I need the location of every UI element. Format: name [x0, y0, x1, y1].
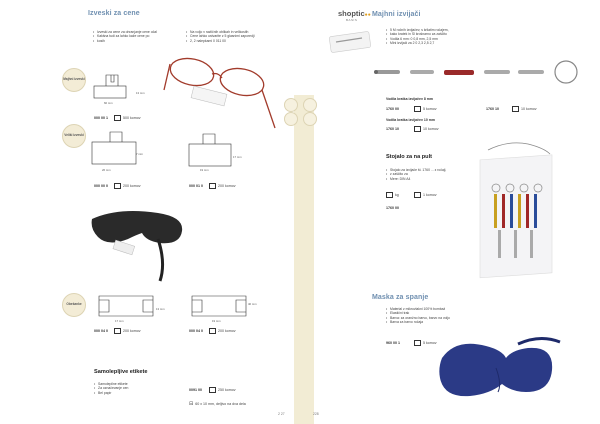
logo-mark-icon: ●● — [364, 12, 371, 18]
dim-26mm: 26 mm — [102, 168, 111, 172]
left-bullets-2: • Na voljo v različnih oblikah in velikostih • Cene lahko ustvarite z 5 glasnimi zaporedji • 2, 2 nalepkami 0 011 00 — [186, 30, 286, 43]
qty-row3b: 200 komov — [209, 328, 236, 334]
stand-qty: 1 komov — [414, 192, 437, 198]
box-icon — [209, 183, 216, 189]
stand-weight: kg — [386, 192, 399, 198]
dim-7mm: 7 mm — [136, 152, 143, 156]
hang-tag-drawing-b — [188, 290, 253, 320]
code-screw-1: 1760 00 — [386, 107, 399, 111]
box-icon — [114, 183, 121, 189]
dim-60mm: 60 mm — [104, 101, 113, 105]
spine-dot-4 — [303, 112, 317, 126]
stickers-qty: 250 komov — [209, 387, 236, 393]
set-label-1: Vodila kratka izvijačev 8 mm — [386, 97, 434, 101]
stickers-size: ⊟ 60 x 10 mm, deljivo na dva dela — [189, 401, 246, 407]
right-page-number: 228 — [313, 412, 319, 416]
spine-dot-2 — [303, 98, 317, 112]
qty-screw-1: 5 komov — [414, 106, 437, 112]
weight-icon — [386, 192, 393, 198]
right-title: Majhni izvijači — [372, 11, 421, 18]
stand-title: Stojalo za na pult — [386, 154, 432, 160]
dim-hang-b-w: 19 mm — [212, 319, 221, 323]
code-screw-3: 1760 10 — [386, 127, 399, 131]
box-icon — [209, 387, 216, 393]
box-icon — [114, 115, 121, 121]
side-label-large: Veliki izveski — [62, 124, 86, 148]
mask-bullets: • Material z mikrovlakni 100% bombaž • Elastični trak • Barva: za oranžno barvo, barvo na voljo • Barva za barvo ročaja — [386, 307, 486, 324]
box-icon — [414, 106, 421, 112]
code-row1: 000 00 1 — [94, 116, 108, 120]
stickers-title: Samolepljive etikete — [94, 369, 148, 375]
box-icon — [414, 340, 421, 346]
box-icon — [114, 328, 121, 334]
code-row3a: 000 04 0 — [94, 329, 108, 333]
dim-13mm: 13 mm — [136, 91, 145, 95]
mask-title: Maska za spanje — [372, 294, 429, 301]
qty-screw-2: 10 komov — [512, 106, 537, 112]
qty-row1: 500 komov — [114, 115, 141, 121]
dim-hang-b: 40 mm — [248, 302, 257, 306]
screwdriver-pouch-image — [328, 30, 374, 54]
spine-dot-3 — [284, 112, 298, 126]
side-label-small: Majhni izveski — [62, 68, 86, 92]
left-title: Izveski za cene — [88, 10, 140, 17]
box-icon — [512, 106, 519, 112]
brand-logo: shoptic●● — [338, 9, 371, 18]
qty-row3a: 200 komov — [114, 328, 141, 334]
dim-hang-a-w: 17 mm — [115, 319, 124, 323]
box-icon — [414, 126, 421, 132]
code-row2a: 000 00 0 — [94, 184, 108, 188]
side-label-hang: Obešanke — [62, 293, 86, 317]
mask-qty: 5 komov — [414, 340, 437, 346]
glasses-image — [162, 50, 280, 130]
stickers-bullets: • Samolepilne etikete • Za označevanje cen • Bel papir — [94, 382, 184, 395]
left-page-number: 2 27 — [278, 412, 285, 416]
box-icon — [209, 328, 216, 334]
stand-bullets: • Stojalo za izvijače št. 1760 ... z ročaji, • z zaščito za • Mere: DIN A4 — [386, 168, 468, 181]
qty-row2b: 200 komov — [209, 183, 236, 189]
screwdrivers-image — [372, 60, 582, 90]
box-icon — [414, 192, 421, 198]
sleep-mask-image — [436, 328, 566, 412]
spine-dot-1 — [284, 98, 298, 112]
sunglasses-image — [88, 205, 188, 285]
stickers-code: 0091 00 — [189, 388, 202, 392]
mask-code: 960 00 1 — [386, 341, 400, 345]
stand-display-image — [478, 130, 556, 280]
dim-17mm: 17 mm — [233, 155, 242, 159]
hang-tag-drawing-a — [95, 290, 160, 320]
left-bullets-1: • Izveski za cene za ohranjanje cene očal • Kakšna tudi za lahko kaže cene po • kosih — [93, 30, 181, 43]
set-label-2: Vodila kratka izvijačev 10 mm — [386, 118, 435, 122]
dim-19mm: 19 mm — [200, 168, 209, 172]
brand-logo-sub: BASIS — [346, 18, 358, 22]
code-row3b: 000 04 0 — [189, 329, 203, 333]
page-spine — [294, 95, 314, 424]
divide-icon: ⊟ — [189, 401, 194, 407]
right-bullets: • 5 M ročnih izvijačev, s krilatim ročajem, • kako kratek in Sl krošnarno za zaščito • Vodila 6 mm: 0 0,8 mm, 2,5 mm • Mini izvijači za 2 0 2,3 2,5 2,7 — [386, 28, 506, 45]
stand-code: 1760 00 — [386, 206, 399, 210]
dim-hang-a: 13 mm — [156, 307, 165, 311]
small-tag-drawing — [92, 70, 142, 110]
code-row2b: 000 01 0 — [189, 184, 203, 188]
qty-row2a: 200 komov — [114, 183, 141, 189]
qty-screw-3: 10 komov — [414, 126, 439, 132]
code-screw-2: 1760 10 — [486, 107, 499, 111]
